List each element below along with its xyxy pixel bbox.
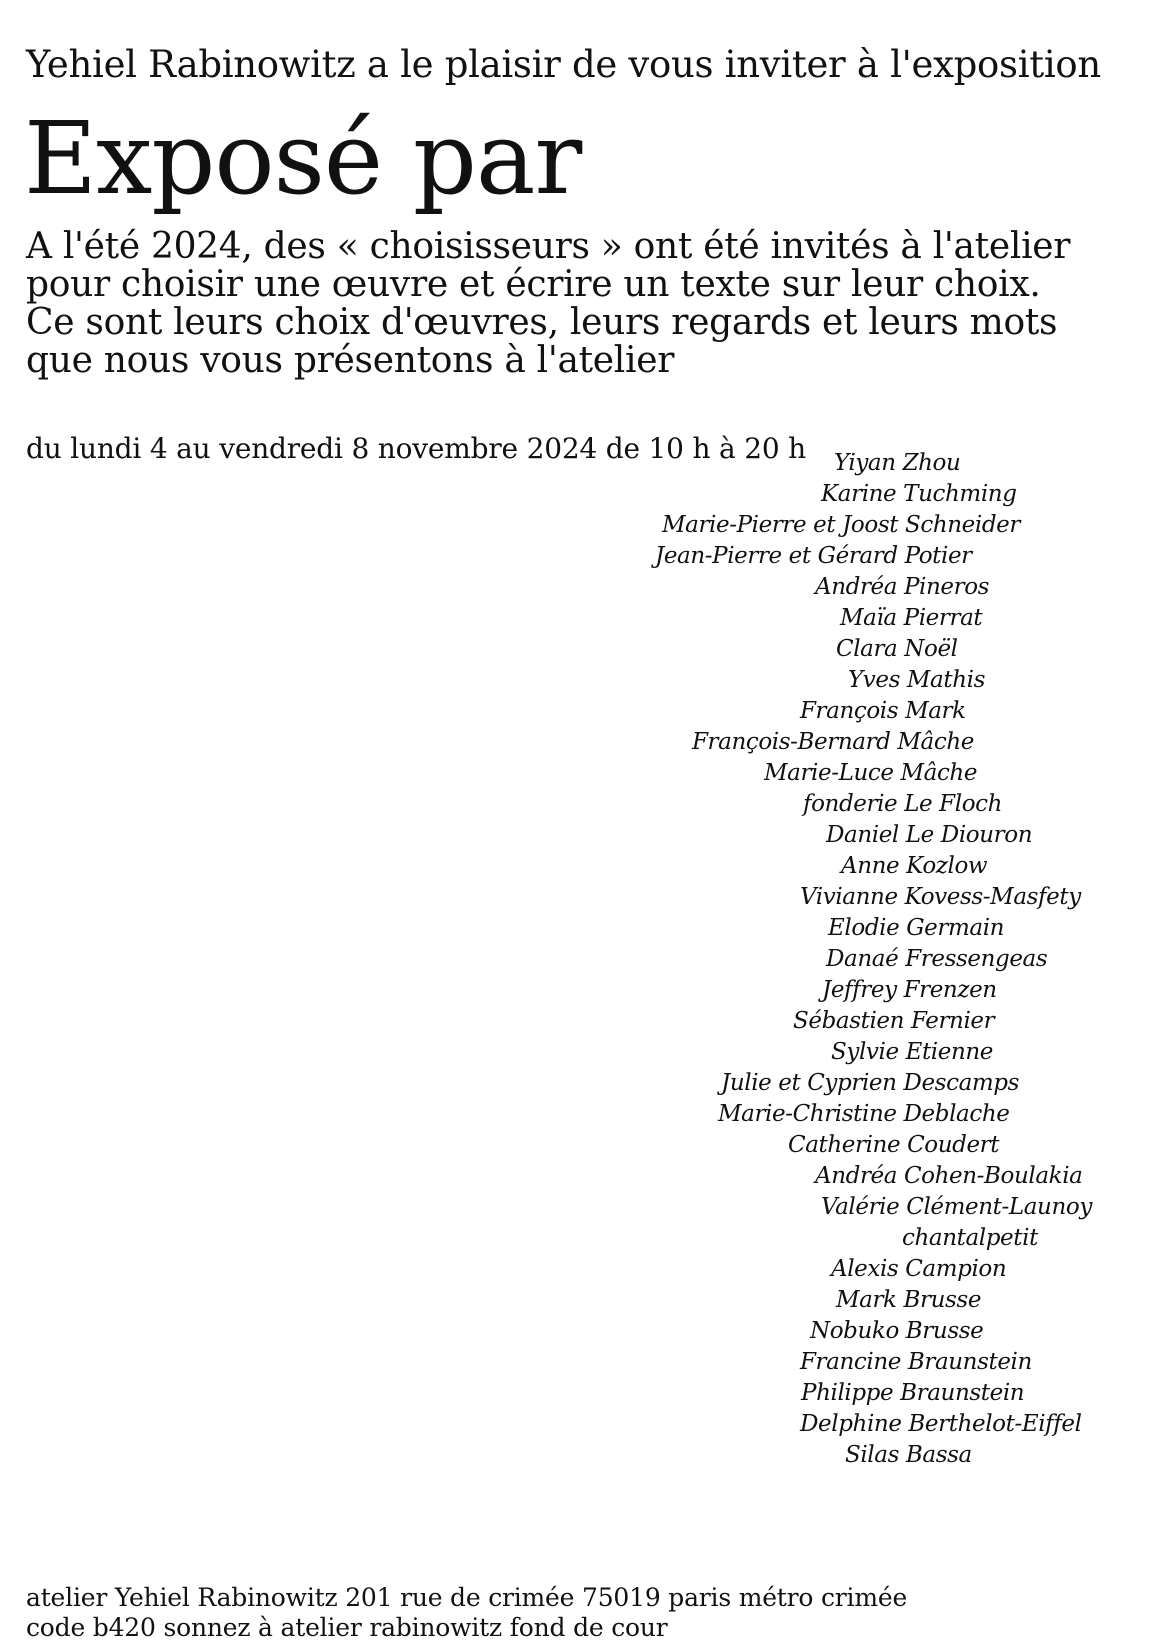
- chooser-name: Yves Mathis: [848, 667, 985, 693]
- chooser-name: Maïa Pierrat: [840, 605, 983, 631]
- chooser-name: Clara Noël: [836, 636, 958, 662]
- chooser-name: Marie-Luce Mâche: [764, 760, 978, 786]
- chooser-name: Alexis Campion: [831, 1256, 1007, 1282]
- chooser-name: chantalpetit: [902, 1225, 1038, 1251]
- description-line: A l'été 2024, des « choisisseurs » ont été invités à l'atelier: [26, 226, 1071, 267]
- access-line: code b420 sonnez à atelier rabinowitz fond de cour: [26, 1613, 668, 1642]
- chooser-name: Jeffrey Frenzen: [822, 977, 997, 1003]
- chooser-name: François-Bernard Mâche: [692, 729, 974, 755]
- chooser-name: Sébastien Fernier: [793, 1008, 995, 1034]
- chooser-name: Jean-Pierre et Gérard Potier: [655, 543, 972, 569]
- exhibition-title: Exposé par: [24, 100, 582, 217]
- chooser-name: Andréa Pineros: [815, 574, 990, 600]
- description-line: que nous vous présentons à l'atelier: [26, 340, 675, 381]
- chooser-name: Vivianne Kovess-Masfety: [800, 884, 1081, 910]
- exhibition-dates: du lundi 4 au vendredi 8 novembre 2024 de 10 h à 20 h: [26, 432, 806, 465]
- address-line: atelier Yehiel Rabinowitz 201 rue de crimée 75019 paris métro crimée: [26, 1583, 908, 1612]
- chooser-name: fonderie Le Floch: [803, 791, 1003, 817]
- chooser-name: Valérie Clément-Launoy: [821, 1194, 1092, 1220]
- chooser-name: Francine Braunstein: [800, 1349, 1032, 1375]
- chooser-name: Elodie Germain: [828, 915, 1005, 941]
- exhibition-description: [26, 228, 1070, 380]
- chooser-name: Philippe Braunstein: [801, 1380, 1025, 1406]
- chooser-name: Yiyan Zhou: [834, 450, 961, 476]
- chooser-name: Andréa Cohen-Boulakia: [815, 1163, 1083, 1189]
- chooser-name: Julie et Cyprien Descamps: [721, 1070, 1020, 1096]
- chooser-name: Danaé Fressengeas: [826, 946, 1048, 972]
- description-line: Ce sont leurs choix d'œuvres, leurs regards et leurs mots: [26, 302, 1058, 343]
- chooser-name: François Mark: [800, 698, 966, 724]
- chooser-name: Daniel Le Diouron: [826, 822, 1033, 848]
- chooser-name: Delphine Berthelot-Eiffel: [800, 1411, 1082, 1437]
- description-line: pour choisir une œuvre et écrire un texte sur leur choix.: [26, 264, 1041, 305]
- invitation-intro: Yehiel Rabinowitz a le plaisir de vous inviter à l'exposition: [26, 43, 1101, 86]
- chooser-name: Mark Brusse: [836, 1287, 982, 1313]
- chooser-name: Karine Tuchming: [821, 481, 1017, 507]
- chooser-name: Sylvie Etienne: [831, 1039, 994, 1065]
- chooser-name: Marie-Pierre et Joost Schneider: [662, 512, 1020, 538]
- chooser-name: Catherine Coudert: [788, 1132, 1000, 1158]
- chooser-name: Marie-Christine Deblache: [718, 1101, 1010, 1127]
- chooser-name: Anne Kozlow: [841, 853, 988, 879]
- chooser-name: Nobuko Brusse: [810, 1318, 984, 1344]
- chooser-name: Silas Bassa: [845, 1442, 972, 1468]
- footer-address: [26, 1583, 907, 1643]
